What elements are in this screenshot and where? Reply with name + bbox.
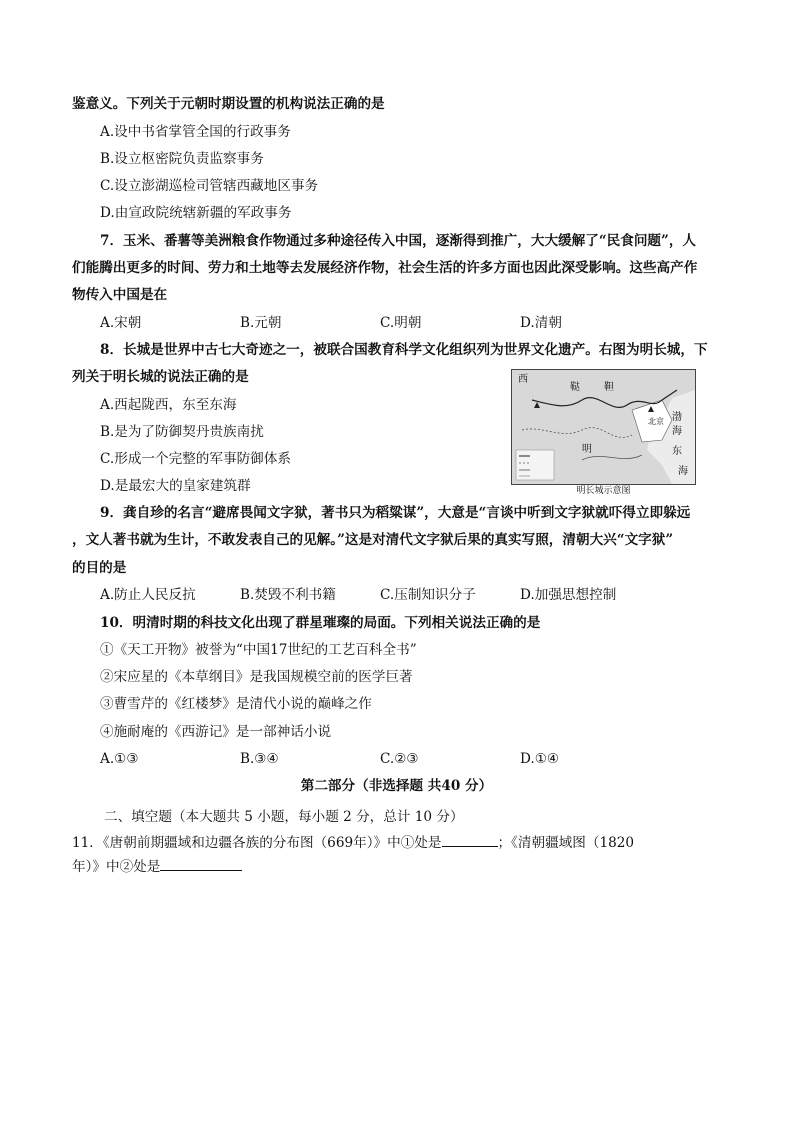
q8-option-a[interactable]: A.西起陇西，东至东海 xyxy=(100,397,237,413)
q7-option-b[interactable]: B.元朝 xyxy=(240,315,282,331)
q11-text-2: 年）》中②处是 xyxy=(72,859,161,875)
q10-option-b[interactable]: B.③④ xyxy=(240,751,279,767)
q8-stem-1: 8．长城是世界中古七大奇迹之一，被联合国教育科学文化组织列为世界文化遗产。右图为明长城，下 xyxy=(100,342,708,358)
map-label-hai2: 海 xyxy=(678,466,688,477)
q10-statement-1: ①《天工开物》被誉为“中国17世纪的工艺百科全书” xyxy=(100,642,417,658)
q10-option-a[interactable]: A.①③ xyxy=(100,751,139,767)
part-two-heading: 第二部分（非选择题 共40 分） xyxy=(300,778,493,794)
q9-stem-3: 的目的是 xyxy=(72,560,127,576)
q11-blank-2[interactable] xyxy=(160,856,242,871)
q11-blank-1[interactable] xyxy=(442,832,498,847)
map-label-hai: 海 xyxy=(672,426,682,437)
q6-option-d[interactable]: D.由宣政院统辖新疆的军政事务 xyxy=(100,205,292,221)
q7-stem-1: 7．玉米、番薯等美洲粮食作物通过多种途径传入中国，逐渐得到推广，大大缓解了“民食问题”，人 xyxy=(100,233,697,249)
q9-option-c[interactable]: C.压制知识分子 xyxy=(380,587,476,603)
map-caption: 明长城示意图 xyxy=(576,486,631,496)
map-label-meng: 鞑 xyxy=(570,382,580,393)
q6-stem-tail: 鉴意义。下列关于元朝时期设置的机构说法正确的是 xyxy=(72,96,385,112)
q9-option-b[interactable]: B.焚毁不利书籍 xyxy=(240,587,336,603)
map-label-beijing: 北京 xyxy=(648,417,664,426)
q7-option-c[interactable]: C.明朝 xyxy=(380,315,422,331)
q9-option-d[interactable]: D.加强思想控制 xyxy=(520,587,617,603)
q11-line-2 xyxy=(72,856,242,876)
q10-statement-4: ④施耐庵的《西游记》是一部神话小说 xyxy=(100,724,332,740)
q8-stem-2: 列关于明长城的说法正确的是 xyxy=(72,369,249,385)
q6-option-b[interactable]: B.设立枢密院负责监察事务 xyxy=(100,151,264,167)
q9-stem-2: ，文人著书就为生计，不敢发表自己的见解。”这是对清代文字狱后果的真实写照，清朝大兴“文字狱” xyxy=(72,532,674,548)
q8-option-c[interactable]: C.形成一个完整的军事防御体系 xyxy=(100,451,291,467)
q7-option-a[interactable]: A.宋朝 xyxy=(100,315,142,331)
q7-stem-3: 物传入中国是在 xyxy=(72,287,168,303)
q10-stem: 10．明清时期的科技文化出现了群星璀璨的局面。下列相关说法正确的是 xyxy=(100,615,541,631)
q11-text-1a: 11．《唐朝前期疆域和边疆各族的分布图（669年）》中①处是 xyxy=(72,835,442,851)
q7-stem-2: 们能腾出更多的时间、劳力和土地等去发展经济作物，社会生活的许多方面也因此深受影响。这些高产作 xyxy=(72,260,698,276)
map-label-west: 西 xyxy=(518,374,528,385)
map-legend xyxy=(516,450,554,480)
q9-stem-1: 9．龚自珍的名言“避席畏闻文字狱，著书只为稻粱谋”，大意是“言谈中听到文字狱就吓得立即躲远 xyxy=(100,505,691,521)
q10-option-c[interactable]: C.②③ xyxy=(380,751,419,767)
map-label-dong: 东 xyxy=(672,446,682,457)
q10-statement-2: ②宋应星的《本草纲目》是我国规模空前的医学巨著 xyxy=(100,669,413,685)
map-label-bohai: 渤 xyxy=(672,412,682,423)
q9-option-a[interactable]: A.防止人民反抗 xyxy=(100,587,196,603)
q11-text-1b: ；《清朝疆域图（1820 xyxy=(497,835,635,851)
map-label-jing: 靼 xyxy=(604,382,614,393)
q8-option-d[interactable]: D.是最宏大的皇家建筑群 xyxy=(100,478,251,494)
map-label-ming: 明 xyxy=(582,444,592,455)
q11-line-1 xyxy=(72,832,634,852)
q10-statement-3: ③曹雪芹的《红楼梦》是清代小说的巅峰之作 xyxy=(100,696,372,712)
ming-great-wall-map xyxy=(511,369,696,485)
q6-option-c[interactable]: C.设立澎湖巡检司管辖西藏地区事务 xyxy=(100,178,319,194)
q8-option-b[interactable]: B.是为了防御契丹贵族南扰 xyxy=(100,424,264,440)
section-two-heading: 二、填空题（本大题共 5 小题，每小题 2 分，总计 10 分） xyxy=(104,809,464,825)
q10-option-d[interactable]: D.①④ xyxy=(520,751,560,767)
q6-option-a[interactable]: A.设中书省掌管全国的行政事务 xyxy=(100,124,291,140)
q7-option-d[interactable]: D.清朝 xyxy=(520,315,562,331)
